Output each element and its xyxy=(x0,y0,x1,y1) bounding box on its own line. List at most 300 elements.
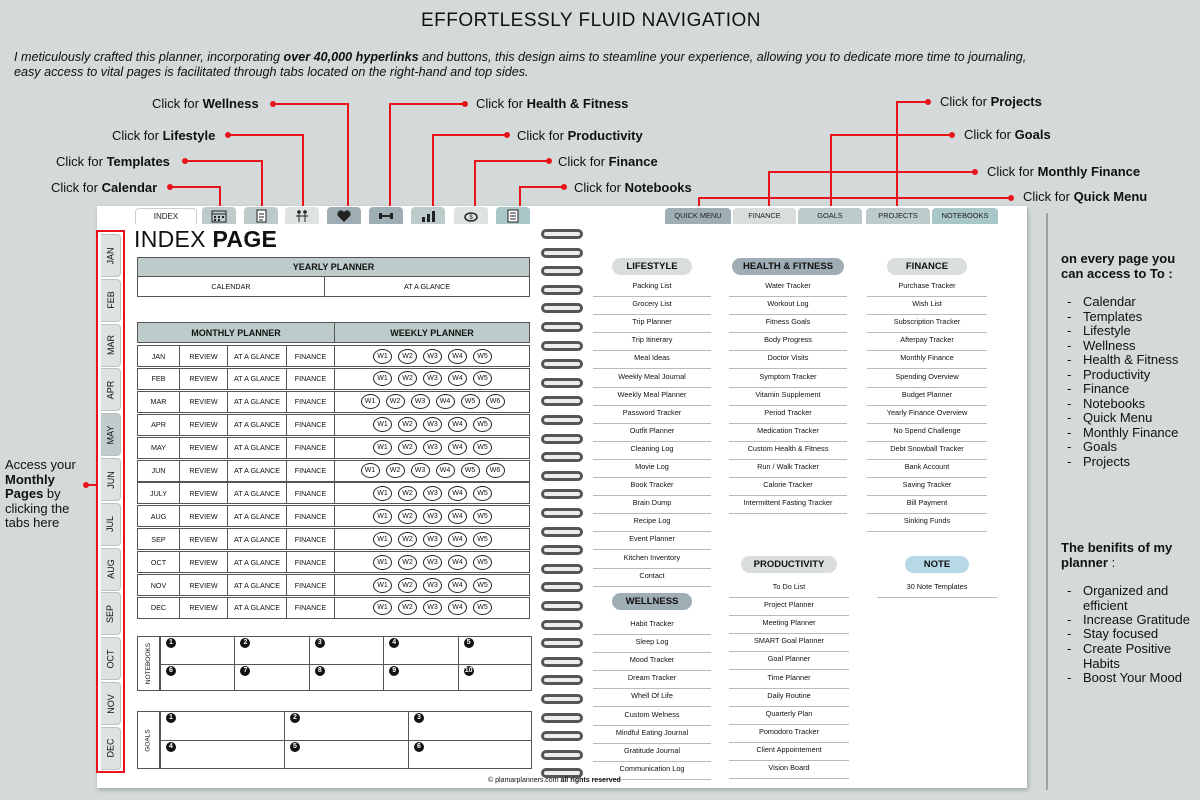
category-item[interactable]: Brain Dump xyxy=(593,496,711,514)
connector-line xyxy=(302,134,304,207)
spiral-ring xyxy=(541,750,583,760)
connector-line xyxy=(474,160,548,162)
at-a-glance-link[interactable]: AT A GLANCE xyxy=(228,437,287,459)
at-a-glance-link[interactable]: AT A GLANCE xyxy=(228,528,287,550)
month-name[interactable]: JUN xyxy=(138,460,180,482)
week-button[interactable]: W3 xyxy=(423,486,442,501)
week-button[interactable]: W4 xyxy=(448,532,467,547)
category-item[interactable]: Weekly Meal Planner xyxy=(593,388,711,406)
category-item[interactable]: Custom Health & Fitness xyxy=(729,442,847,460)
category-item[interactable]: Budget Planner xyxy=(867,388,987,406)
category-item[interactable]: Kitchen Inventory xyxy=(593,551,711,569)
week-button[interactable]: W3 xyxy=(423,417,442,432)
month-name[interactable]: MAR xyxy=(138,391,180,413)
week-button[interactable]: W4 xyxy=(448,440,467,455)
month-tab-label: JUL xyxy=(105,516,116,533)
bullet-dash: - xyxy=(1067,670,1072,685)
week-button[interactable]: W1 xyxy=(373,440,392,455)
spiral-ring xyxy=(541,620,583,630)
at-a-glance-link[interactable]: AT A GLANCE xyxy=(228,597,287,619)
tab-finance-right[interactable]: FINANCE xyxy=(733,208,796,224)
week-button[interactable]: W3 xyxy=(423,578,442,593)
category-item[interactable]: Spending Overview xyxy=(867,370,987,388)
tab-finance[interactable] xyxy=(454,207,488,224)
callout-lifestyle: Click for Lifestyle xyxy=(112,128,216,143)
category-item[interactable]: Time Planner xyxy=(729,671,849,689)
week-button[interactable]: W3 xyxy=(423,371,442,386)
month-name[interactable]: JAN xyxy=(138,345,180,367)
callout-notebooks: Click for Notebooks xyxy=(574,180,692,195)
connector-line xyxy=(389,103,464,105)
category-item[interactable]: Pomodoro Tracker xyxy=(729,725,849,743)
category-item[interactable]: Run / Walk Tracker xyxy=(729,460,847,478)
week-button[interactable]: W5 xyxy=(473,555,492,570)
week-button[interactable]: W2 xyxy=(398,509,417,524)
connector-line xyxy=(768,171,770,207)
week-button[interactable]: W1 xyxy=(373,371,392,386)
divider-line xyxy=(1046,213,1048,790)
category-item[interactable]: Period Tracker xyxy=(729,406,847,424)
calendar-icon xyxy=(211,209,227,223)
week-button[interactable]: W4 xyxy=(436,463,455,478)
week-button[interactable]: W5 xyxy=(473,417,492,432)
week-links xyxy=(335,551,530,573)
category-item[interactable]: Sleep Log xyxy=(593,635,711,653)
lifestyle-icon xyxy=(294,209,310,223)
goal-number: 1 xyxy=(166,713,176,723)
month-name[interactable]: JULY xyxy=(138,482,180,504)
finance-link[interactable]: FINANCE xyxy=(287,482,335,504)
callout-productivity: Click for Productivity xyxy=(517,128,643,143)
tab-wellness[interactable] xyxy=(327,207,361,224)
month-name[interactable]: FEB xyxy=(138,368,180,390)
bullet-dash: - xyxy=(1067,641,1072,656)
month-tab-label: DEC xyxy=(105,738,116,758)
category-item[interactable]: No Spend Challenge xyxy=(867,424,987,442)
callout-monthly-finance: Click for Monthly Finance xyxy=(987,164,1141,179)
connector-line xyxy=(170,186,220,188)
tab-notebooks-right[interactable]: NOTEBOOKS xyxy=(932,208,998,224)
review-link[interactable]: REVIEW xyxy=(180,505,228,527)
goal-number: 3 xyxy=(414,713,424,723)
connector-line xyxy=(698,197,1010,199)
category-item[interactable]: Water Tracker xyxy=(729,279,847,297)
category-item[interactable]: Monthly Finance xyxy=(867,351,987,369)
category-lifestyle-header[interactable]: LIFESTYLE xyxy=(612,258,692,275)
week-button[interactable]: W4 xyxy=(448,417,467,432)
review-link[interactable]: REVIEW xyxy=(180,460,228,482)
category-item[interactable]: Book Tracker xyxy=(593,478,711,496)
month-name[interactable]: OCT xyxy=(138,551,180,573)
side-list-item xyxy=(1067,382,1129,397)
week-button[interactable]: W4 xyxy=(436,394,455,409)
goal-cell[interactable] xyxy=(160,740,284,769)
goal-cell[interactable] xyxy=(160,711,284,740)
connector-line xyxy=(86,484,98,486)
bullet-dash: - xyxy=(1067,626,1072,641)
side-list-label: Monthly Finance xyxy=(1083,424,1179,440)
review-link[interactable]: REVIEW xyxy=(180,437,228,459)
month-tab-label: NOV xyxy=(105,693,116,714)
week-button[interactable]: W3 xyxy=(411,394,430,409)
at-a-glance-link[interactable]: AT A GLANCE xyxy=(228,414,287,436)
week-button[interactable]: W6 xyxy=(486,463,505,478)
week-button[interactable]: W5 xyxy=(461,394,480,409)
category-item[interactable]: Password Tracker xyxy=(593,406,711,424)
at-a-glance-link[interactable]: AT A GLANCE xyxy=(228,368,287,390)
category-item[interactable]: To Do List xyxy=(729,580,849,598)
spiral-ring xyxy=(541,471,583,481)
week-button[interactable]: W3 xyxy=(423,555,442,570)
category-item[interactable]: Contact xyxy=(593,569,711,587)
spiral-ring xyxy=(541,415,583,425)
month-tab-label: JAN xyxy=(105,246,116,265)
month-name[interactable]: SEP xyxy=(138,528,180,550)
category-productivity-header[interactable]: PRODUCTIVITY xyxy=(741,556,837,573)
week-button[interactable]: W4 xyxy=(448,349,467,364)
left-note: Access your Monthly Pages by clicking the tabs here xyxy=(5,457,76,530)
side-list-item xyxy=(1067,368,1150,383)
week-button[interactable]: W2 xyxy=(398,371,417,386)
goal-cell[interactable] xyxy=(284,711,408,740)
category-item[interactable]: Vitamin Supplement xyxy=(729,388,847,406)
side-list-label: Projects xyxy=(1083,453,1130,469)
review-link[interactable]: REVIEW xyxy=(180,368,228,390)
category-item[interactable]: Client Appointement xyxy=(729,743,849,761)
category-item[interactable]: Medication Tracker xyxy=(729,424,847,442)
at-a-glance-link[interactable]: AT A GLANCE xyxy=(228,391,287,413)
review-link[interactable]: REVIEW xyxy=(180,482,228,504)
week-button[interactable]: W5 xyxy=(473,509,492,524)
category-note-header[interactable]: NOTE xyxy=(905,556,969,573)
tab-templates[interactable] xyxy=(244,207,278,224)
category-item[interactable]: Recipe Log xyxy=(593,514,711,532)
week-button[interactable]: W2 xyxy=(398,417,417,432)
side-list-label: Quick Menu xyxy=(1083,410,1153,425)
review-link[interactable]: REVIEW xyxy=(180,574,228,596)
week-button[interactable]: W2 xyxy=(398,600,417,615)
connector-line xyxy=(347,103,349,207)
benefit-label: Organized and efficient xyxy=(1083,583,1169,613)
week-button[interactable]: W5 xyxy=(473,486,492,501)
category-item[interactable]: Grocery List xyxy=(593,297,711,315)
week-button[interactable]: W1 xyxy=(373,555,392,570)
review-link[interactable]: REVIEW xyxy=(180,391,228,413)
side-list-item xyxy=(1067,324,1131,339)
callout-health-fitness: Click for Health & Fitness xyxy=(476,96,629,111)
week-button[interactable]: W1 xyxy=(361,394,380,409)
category-item[interactable]: Vision Board xyxy=(729,761,849,779)
week-button[interactable]: W5 xyxy=(473,578,492,593)
benefit-label: Create Positive Habits xyxy=(1083,641,1172,671)
side-list-item xyxy=(1067,397,1145,412)
month-name[interactable]: MAY xyxy=(138,437,180,459)
tab-notebooks[interactable] xyxy=(496,207,530,224)
month-name[interactable]: AUG xyxy=(138,505,180,527)
tab-health-fitness[interactable] xyxy=(369,207,403,224)
category-item[interactable]: Communication Log xyxy=(593,762,711,780)
week-button[interactable]: W5 xyxy=(473,600,492,615)
review-link[interactable]: REVIEW xyxy=(180,414,228,436)
category-item[interactable]: Workout Log xyxy=(729,297,847,315)
week-button[interactable]: W1 xyxy=(373,578,392,593)
week-button[interactable]: W2 xyxy=(386,394,405,409)
connector-line xyxy=(228,134,303,136)
at-a-glance-link[interactable]: AT A GLANCE xyxy=(228,345,287,367)
review-link[interactable]: REVIEW xyxy=(180,597,228,619)
category-item[interactable]: Wish List xyxy=(867,297,987,315)
week-button[interactable]: W1 xyxy=(373,600,392,615)
tab-lifestyle[interactable] xyxy=(285,207,319,224)
category-item[interactable]: Meal Ideas xyxy=(593,351,711,369)
week-button[interactable]: W6 xyxy=(486,394,505,409)
bullet-dash: - xyxy=(1067,424,1072,440)
week-button[interactable]: W3 xyxy=(423,440,442,455)
category-health-header[interactable]: HEALTH & FITNESS xyxy=(732,258,844,275)
category-item[interactable]: Packing List xyxy=(593,279,711,297)
category-item[interactable]: Yearly Finance Overview xyxy=(867,406,987,424)
week-button[interactable]: W4 xyxy=(448,371,467,386)
category-item[interactable]: Cleaning Log xyxy=(593,442,711,460)
category-item[interactable]: Dream Tracker xyxy=(593,671,711,689)
notebook-number: 2 xyxy=(240,638,250,648)
week-button[interactable]: W5 xyxy=(473,532,492,547)
category-item[interactable]: Daily Routine xyxy=(729,689,849,707)
category-item[interactable]: Debt Snowball Tracker xyxy=(867,442,987,460)
month-name[interactable]: APR xyxy=(138,414,180,436)
week-button[interactable]: W4 xyxy=(448,555,467,570)
tab-index[interactable]: INDEX xyxy=(135,208,197,224)
spiral-ring xyxy=(541,508,583,518)
spiral-ring xyxy=(541,229,583,239)
spiral-ring xyxy=(541,564,583,574)
week-button[interactable]: W2 xyxy=(398,349,417,364)
at-a-glance-link[interactable]: AT A GLANCE xyxy=(228,460,287,482)
finance-link[interactable]: FINANCE xyxy=(287,460,335,482)
week-button[interactable]: W1 xyxy=(373,349,392,364)
category-item[interactable]: Body Progress xyxy=(729,333,847,351)
category-item[interactable]: Sinking Funds xyxy=(867,514,987,532)
week-button[interactable]: W3 xyxy=(423,600,442,615)
category-item[interactable]: Quarterly Plan xyxy=(729,707,849,725)
category-item[interactable]: Habit Tracker xyxy=(593,617,711,635)
finance-link[interactable]: FINANCE xyxy=(287,391,335,413)
spiral-ring xyxy=(541,341,583,351)
bullet-dash: - xyxy=(1067,583,1072,598)
weekly-planner-header: WEEKLY PLANNER xyxy=(335,322,530,343)
category-item[interactable]: 30 Note Templates xyxy=(877,580,997,598)
category-item[interactable]: Doctor Visits xyxy=(729,351,847,369)
week-button[interactable]: W5 xyxy=(461,463,480,478)
yearly-at-a-glance-link[interactable]: AT A GLANCE xyxy=(325,277,530,297)
callout-goals: Click for Goals xyxy=(964,127,1051,142)
week-button[interactable]: W2 xyxy=(398,440,417,455)
benefit-label: Stay focused xyxy=(1083,626,1159,641)
week-links xyxy=(335,345,530,367)
category-item[interactable]: Gratitude Journal xyxy=(593,744,711,762)
tab-productivity[interactable] xyxy=(411,207,445,224)
dumbbell-icon xyxy=(378,209,394,223)
category-item[interactable]: Saving Tracker xyxy=(867,478,987,496)
week-button[interactable]: W2 xyxy=(398,486,417,501)
connector-line xyxy=(830,134,951,136)
spiral-ring xyxy=(541,527,583,537)
spiral-ring xyxy=(541,489,583,499)
finance-link[interactable]: FINANCE xyxy=(287,597,335,619)
week-links xyxy=(335,574,530,596)
connector-line xyxy=(474,160,476,207)
side-list-item xyxy=(1067,339,1136,354)
bullet-dash: - xyxy=(1067,352,1072,367)
callout-calendar: Click for Calendar xyxy=(51,180,158,195)
at-a-glance-link[interactable]: AT A GLANCE xyxy=(228,505,287,527)
side-list-label: Productivity xyxy=(1083,366,1151,382)
benefit-item xyxy=(1067,642,1200,671)
week-button[interactable]: W3 xyxy=(423,509,442,524)
category-item[interactable]: Trip Itinerary xyxy=(593,333,711,351)
tab-projects[interactable]: PROJECTS xyxy=(866,208,930,224)
week-button[interactable]: W5 xyxy=(473,349,492,364)
category-finance-header[interactable]: FINANCE xyxy=(887,258,967,275)
week-button[interactable]: W4 xyxy=(448,486,467,501)
benefit-item xyxy=(1067,627,1200,642)
notebook-number: 10 xyxy=(464,666,473,674)
week-button[interactable]: W2 xyxy=(398,555,417,570)
review-link[interactable]: REVIEW xyxy=(180,551,228,573)
connector-line xyxy=(273,103,348,105)
category-item[interactable]: Movie Log xyxy=(593,460,711,478)
finance-link[interactable]: FINANCE xyxy=(287,345,335,367)
review-link[interactable]: REVIEW xyxy=(180,345,228,367)
side-list-label: Lifestyle xyxy=(1083,323,1131,338)
month-name[interactable]: NOV xyxy=(138,574,180,596)
week-button[interactable]: W1 xyxy=(373,532,392,547)
spiral-ring xyxy=(541,452,583,462)
finance-link[interactable]: FINANCE xyxy=(287,505,335,527)
side-list-item xyxy=(1067,295,1136,310)
page-title: INDEX PAGE xyxy=(134,226,278,252)
week-button[interactable]: W1 xyxy=(361,463,380,478)
side-list-label: Health & Fitness xyxy=(1083,352,1179,367)
finance-link[interactable]: FINANCE xyxy=(287,414,335,436)
category-item[interactable]: Bill Payment xyxy=(867,496,987,514)
week-button[interactable]: W4 xyxy=(448,600,467,615)
week-button[interactable]: W2 xyxy=(398,532,417,547)
category-item[interactable]: Whell Of Life xyxy=(593,689,711,707)
finance-link[interactable]: FINANCE xyxy=(287,551,335,573)
finance-link[interactable]: FINANCE xyxy=(287,574,335,596)
at-a-glance-link[interactable]: AT A GLANCE xyxy=(228,574,287,596)
week-button[interactable]: W2 xyxy=(386,463,405,478)
category-item[interactable]: Fitness Goals xyxy=(729,315,847,333)
footer-copyright: © plamarplanners.com all rights reserved xyxy=(488,777,621,784)
notebook-number: 3 xyxy=(315,638,325,648)
category-item[interactable]: SMART Goal Planner xyxy=(729,634,849,652)
category-item[interactable]: Goal Planner xyxy=(729,652,849,670)
spiral-ring xyxy=(541,675,583,685)
tab-goals[interactable]: GOALS xyxy=(798,208,862,224)
week-button[interactable]: W2 xyxy=(398,578,417,593)
goal-number: 4 xyxy=(166,742,176,752)
at-a-glance-link[interactable]: AT A GLANCE xyxy=(228,482,287,504)
finance-icon xyxy=(463,209,479,223)
finance-link[interactable]: FINANCE xyxy=(287,437,335,459)
category-item[interactable]: Subscription Tracker xyxy=(867,315,987,333)
week-button[interactable]: W4 xyxy=(448,578,467,593)
month-tab-label: AUG xyxy=(105,559,116,579)
category-item[interactable]: Outfit Planner xyxy=(593,424,711,442)
side-list-label: Templates xyxy=(1083,308,1143,324)
bullet-dash: - xyxy=(1067,366,1072,382)
category-item[interactable]: Mindful Eating Journal xyxy=(593,726,711,744)
week-button[interactable]: W5 xyxy=(473,371,492,386)
week-button[interactable]: W1 xyxy=(373,509,392,524)
category-item[interactable]: Intermittent Fasting Tracker xyxy=(729,496,847,514)
goal-cell[interactable] xyxy=(284,740,408,769)
connector-line xyxy=(519,186,521,207)
side-list-label: Notebooks xyxy=(1083,395,1146,411)
category-item[interactable]: Weekly Meal Journal xyxy=(593,370,711,388)
side-list-label: Finance xyxy=(1083,381,1130,396)
at-a-glance-link[interactable]: AT A GLANCE xyxy=(228,551,287,573)
category-item[interactable]: Trip Planner xyxy=(593,315,711,333)
category-item[interactable]: Meeting Planner xyxy=(729,616,849,634)
week-button[interactable]: W3 xyxy=(423,532,442,547)
category-item[interactable]: Custom Welness xyxy=(593,708,711,726)
goal-cell[interactable] xyxy=(408,740,532,769)
category-item[interactable]: Afterpay Tracker xyxy=(867,333,987,351)
month-name[interactable]: DEC xyxy=(138,597,180,619)
category-item[interactable]: Calorie Tracker xyxy=(729,478,847,496)
week-button[interactable]: W5 xyxy=(473,440,492,455)
notebook-number: 5 xyxy=(464,638,474,648)
monthly-planner-header: MONTHLY PLANNER xyxy=(137,322,335,343)
week-button[interactable]: W1 xyxy=(373,417,392,432)
spiral-ring xyxy=(541,248,583,258)
connector-line xyxy=(896,101,927,103)
category-item[interactable]: Mood Tracker xyxy=(593,653,711,671)
month-tab-label: FEB xyxy=(105,291,116,310)
callout-templates: Click for Templates xyxy=(56,154,170,169)
tab-quick-menu[interactable]: QUICK MENU xyxy=(665,208,731,224)
week-button[interactable]: W4 xyxy=(448,509,467,524)
review-link[interactable]: REVIEW xyxy=(180,528,228,550)
category-item[interactable]: Bank Account xyxy=(867,460,987,478)
week-button[interactable]: W3 xyxy=(423,349,442,364)
side-list-item xyxy=(1067,440,1117,455)
side-heading: on every page you can access to To : xyxy=(1061,251,1176,281)
week-button[interactable]: W3 xyxy=(411,463,430,478)
month-tab-label: JUN xyxy=(105,470,116,489)
finance-link[interactable]: FINANCE xyxy=(287,528,335,550)
category-item[interactable]: Symptom Tracker xyxy=(729,370,847,388)
category-item[interactable]: Purchase Tracker xyxy=(867,279,987,297)
tab-calendar[interactable] xyxy=(202,207,236,224)
category-wellness-header[interactable]: WELLNESS xyxy=(612,593,692,610)
notebook-number: 8 xyxy=(315,666,325,676)
headline: EFFORTLESSLY FLUID NAVIGATION xyxy=(420,10,762,31)
yearly-calendar-link[interactable]: CALENDAR xyxy=(137,277,325,297)
finance-link[interactable]: FINANCE xyxy=(287,368,335,390)
week-button[interactable]: W1 xyxy=(373,486,392,501)
benefit-item xyxy=(1067,584,1200,613)
goal-cell[interactable] xyxy=(408,711,532,740)
category-item[interactable]: Event Planner xyxy=(593,532,711,550)
goal-number: 5 xyxy=(290,742,300,752)
spiral-ring xyxy=(541,601,583,611)
side-list-item xyxy=(1067,426,1178,441)
category-item[interactable]: Project Planner xyxy=(729,598,849,616)
